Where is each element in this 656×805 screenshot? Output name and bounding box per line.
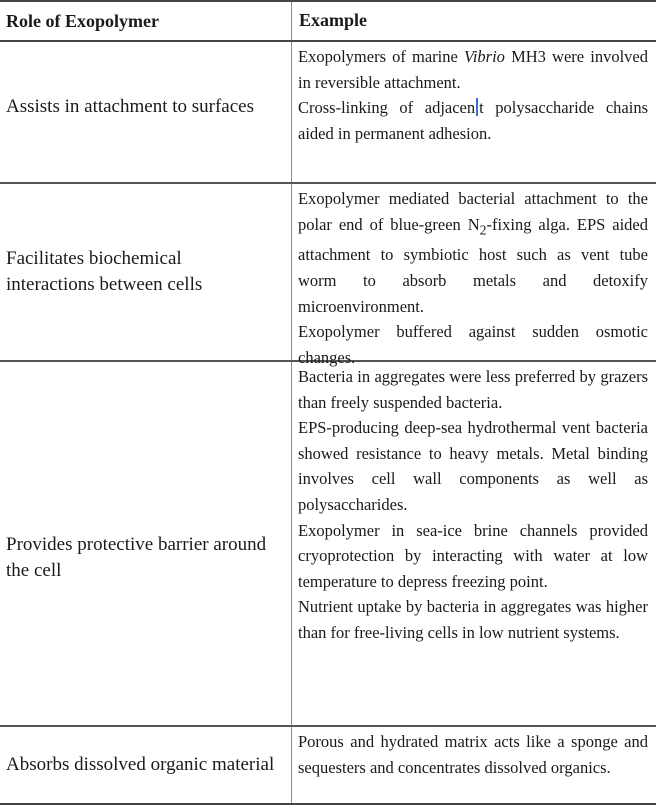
table-row [0, 184, 656, 367]
example-text: t polysaccharide chains aided in permanent adhesion. [298, 98, 648, 143]
role-cell [0, 362, 292, 725]
example-cell [293, 42, 656, 182]
subscript: 2 [479, 221, 487, 237]
example-paragraph: Nutrient uptake by bacteria in aggregates was higher than for free-living cells in low nutrient systems. [298, 597, 648, 642]
role-text: Absorbs dissolved organic material [6, 754, 275, 775]
role-cell [0, 184, 292, 360]
header-example: Example [299, 10, 368, 31]
table-header-row [0, 0, 656, 42]
genus-italic: Vibrio [463, 47, 505, 66]
example-cell [293, 362, 656, 725]
text-cursor-icon [476, 98, 478, 116]
example-text: MH3 were involved in reversible attachment. [298, 47, 649, 92]
table-row [0, 727, 656, 805]
example-paragraph [298, 44, 648, 95]
example-text: Exopolymers of marine [298, 47, 464, 66]
example-text: Cross-linking of adjacen [298, 98, 476, 118]
example-paragraph: EPS-producing deep-sea hydrothermal vent bacteria showed resistance to heavy metals. Metal binding involves cell wall components as well as polysaccharides. [298, 418, 648, 514]
role-text: Assists in attachment to surfaces [6, 96, 255, 117]
example-paragraph [298, 95, 648, 146]
example-paragraph [298, 186, 648, 319]
role-cell [0, 42, 292, 182]
example-paragraph: Exopolymer in sea-ice brine channels provided cryoprotection by interacting with water at low temperature to depress freezing point. [298, 520, 648, 591]
table-row [0, 42, 656, 184]
example-paragraph: Exopolymer buffered against sudden osmotic changes. [298, 322, 648, 367]
example-cell [293, 184, 656, 367]
example-paragraph: Porous and hydrated matrix acts like a sponge and sequesters and concentrates dissolved organics. [298, 732, 648, 777]
role-text: Provides protective barrier around the cell [6, 534, 267, 581]
role-text: Facilitates biochemical interactions between cells [6, 248, 203, 295]
table-row [0, 362, 656, 727]
example-text: Exopolymer mediated bacterial attachment to the polar end of blue-green N [298, 189, 648, 234]
example-cell [293, 727, 656, 803]
example-text: -fixing alga. EPS aided attachment to symbiotic host such as vent tube worm to absorb metals and detoxify microenvironment. [298, 214, 648, 316]
header-role: Role of Exopolymer [0, 2, 292, 40]
example-paragraph: Bacteria in aggregates were less preferred by grazers than freely suspended bacteria. [298, 367, 648, 412]
role-cell [0, 727, 292, 803]
